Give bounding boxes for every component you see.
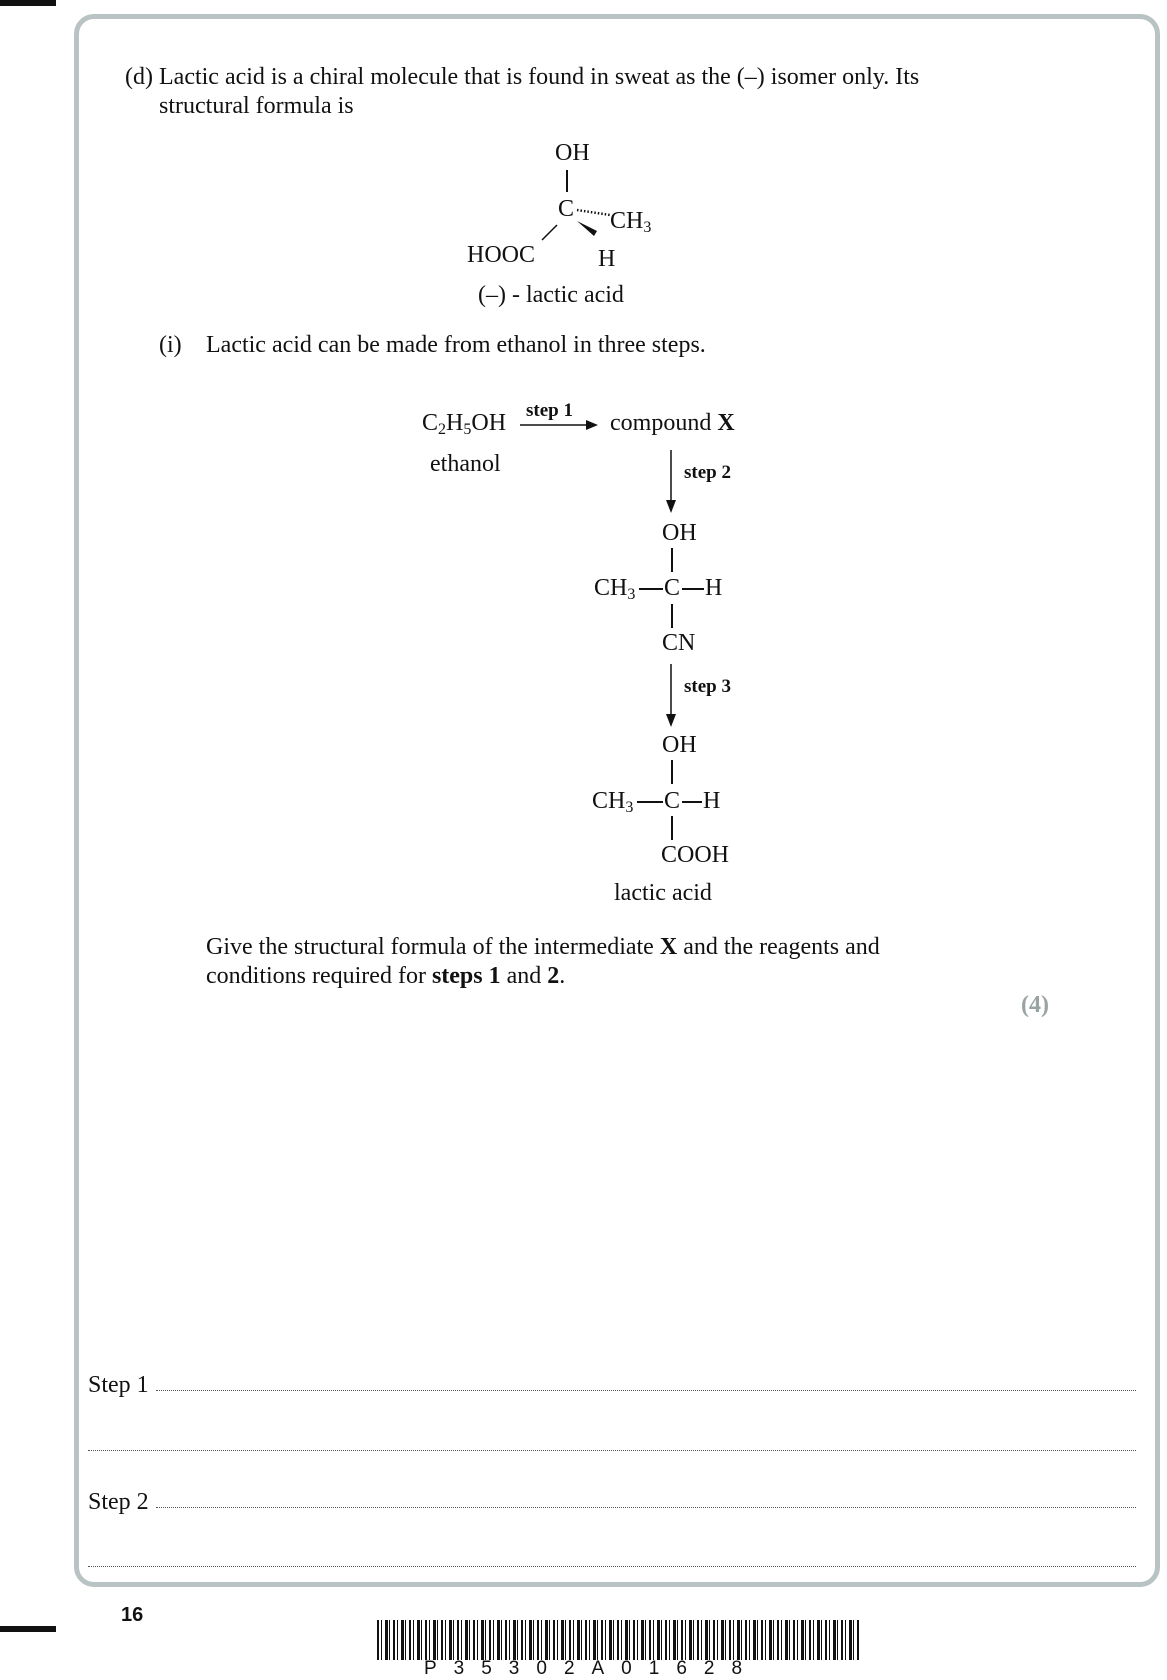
product-oh: OH — [662, 732, 697, 758]
question-intro-line1: Lactic acid is a chiral molecule that is found in sweat as the (–) isomer only. Its — [159, 64, 920, 90]
step1-answer-label: Step 1 — [88, 1372, 149, 1398]
page-number: 16 — [121, 1604, 144, 1626]
margin-bar-bottom — [0, 1626, 56, 1632]
margin-bar-top — [0, 0, 56, 6]
task-line2: conditions required for steps 1 and 2. — [206, 963, 566, 989]
struct-h: H — [598, 246, 616, 272]
struct-ch3: $CH_3$ — [610, 208, 652, 236]
ethanol-label: ethanol — [430, 451, 501, 477]
cyanohydrin-c: C — [664, 575, 681, 601]
struct-hooc: HOOC — [467, 242, 536, 268]
product-c: C — [664, 788, 681, 814]
cyanohydrin-oh: OH — [662, 520, 697, 546]
product-bond-right — [682, 801, 702, 803]
struct-caption: (–) - lactic acid — [478, 282, 624, 308]
cyanohydrin-cn: CN — [662, 630, 696, 656]
step1-answer-line[interactable] — [156, 1390, 1136, 1391]
bond-hooc — [542, 225, 557, 240]
product-bond-bottom — [671, 816, 673, 840]
question-intro-line2: structural formula is — [159, 93, 354, 119]
cyanohydrin-bond-bottom — [671, 604, 673, 628]
step1-label: step 1 — [526, 400, 573, 421]
struct-bonds — [530, 195, 610, 245]
answer-line-2[interactable] — [88, 1450, 1136, 1451]
step2-arrow — [664, 450, 678, 516]
sub-label: (i) — [159, 332, 182, 358]
product-cooh: COOH — [661, 842, 730, 868]
task-line1: Give the structural formula of the intermediate X and the reagents and — [206, 934, 880, 960]
step2-label: step 2 — [684, 462, 731, 483]
sub-question-text: Lactic acid can be made from ethanol in three steps. — [206, 332, 706, 358]
step2-answer-label: Step 2 — [88, 1489, 149, 1515]
lactic-acid-label: lactic acid — [614, 880, 712, 906]
answer-line-4[interactable] — [88, 1566, 1136, 1567]
bond-hashed — [577, 210, 610, 215]
product-bond-left — [637, 801, 663, 803]
cyanohydrin-ch3: $CH_3$ — [594, 575, 636, 603]
struct-c: C — [558, 196, 575, 222]
cyanohydrin-bond-left — [639, 588, 663, 590]
barcode-text: P35302A01628 — [424, 1658, 760, 1679]
compound-x: compound X — [610, 410, 735, 436]
bond-wedge — [577, 221, 597, 236]
step3-label: step 3 — [684, 676, 731, 697]
step1-arrow — [520, 418, 600, 432]
product-h: H — [703, 788, 721, 814]
cyanohydrin-bond-top — [671, 548, 673, 572]
barcode — [377, 1620, 861, 1660]
cyanohydrin-bond-right — [682, 588, 704, 590]
step2-answer-line[interactable] — [156, 1507, 1136, 1508]
struct-oh: OH — [555, 140, 590, 166]
marks-badge: (4) — [1021, 992, 1049, 1018]
step3-arrow — [664, 664, 678, 730]
part-label: (d) — [125, 64, 153, 90]
ethanol-formula: $C_2H_5OH$ — [422, 410, 507, 438]
product-ch3: $CH_3$ — [592, 788, 634, 816]
product-bond-top — [671, 760, 673, 784]
struct-bond-oh — [566, 170, 568, 192]
cyanohydrin-h: H — [705, 575, 723, 601]
